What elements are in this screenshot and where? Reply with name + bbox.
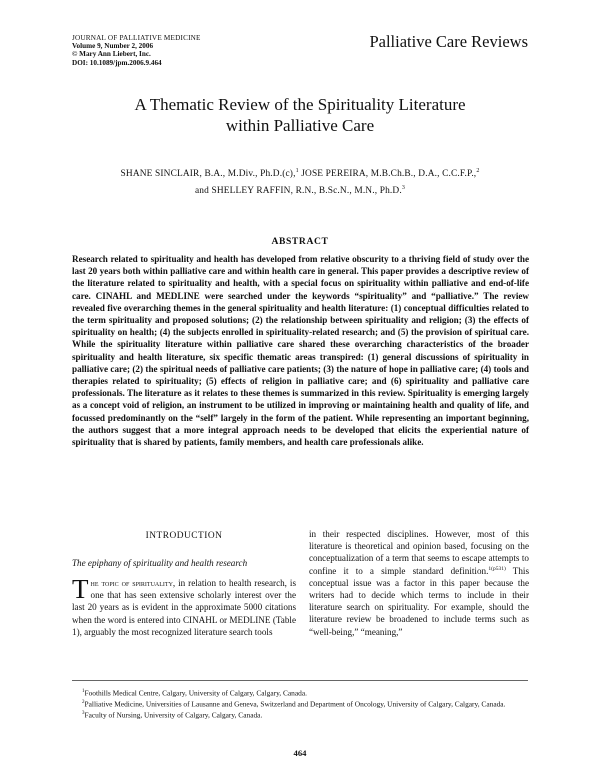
intro-left-text: , in relation to health research, is one that has seen extensive scholarly interest over the last 20 years as is evident in the approximate 5000 citations when the word is entered into CINAHL or MEDLINE (Table 1), arguably the most recognized literature search tools <box>72 578 296 637</box>
drop-cap: T <box>72 574 89 604</box>
journal-doi: DOI: 10.1089/jpm.2006.9.464 <box>72 58 162 67</box>
footnote-3 <box>72 709 529 720</box>
paper-title-line-2: within Palliative Care <box>225 116 375 135</box>
journal-volume: Volume 9, Number 2, 2006 <box>72 42 154 51</box>
affiliation-footnotes <box>72 687 529 720</box>
author-raffin: and SHELLEY RAFFIN, R.N., B.Sc.N., M.N., Ph.D. <box>195 185 402 196</box>
intro-paragraph-left <box>72 574 296 638</box>
footnote-2-marker: 2 <box>82 700 85 706</box>
abstract-heading: ABSTRACT <box>271 236 329 247</box>
journal-copyright: © Mary Ann Liebert, Inc. <box>72 50 151 59</box>
footnote-divider <box>72 680 528 681</box>
journal-name: JOURNAL OF PALLIATIVE MEDICINE <box>72 34 201 42</box>
paper-title-line-1: A Thematic Review of the Spirituality Literature <box>134 95 466 114</box>
author-line-1 <box>72 165 528 182</box>
author-line-2 <box>72 182 528 199</box>
intro-smallcaps-lead: he topic of spirituality <box>90 578 173 588</box>
introduction-subheading: The epiphany of spirituality and health research <box>72 558 248 568</box>
author-list <box>72 165 528 198</box>
journal-header <box>72 34 201 67</box>
abstract-text: Research related to spirituality and health has developed from relative obscurity to a thriving field of study over the last 20 years both within palliative care and within health care in general. This paper provides a descriptive review of the literature related to spirituality and health, with a special focus on spirituality within palliative and end-of-life care. CINAHL and MEDLINE were searched under the keywords “spirituality” and “palliative.” The review revealed five overarching themes in the general spirituality and health literature: (1) conceptual difficulties related to the term spirituality and proposed solutions; (2) the relationship between spirituality and religion; (3) the effects of spirituality on health; (4) the subjects enrolled in spirituality-related research; and (5) the provision of spiritual care. While the spirituality literature within palliative care shared these overarching characteristics of the broader spirituality and health literature, six specific thematic areas transpired: (1) general discussions of spirituality in palliative care; (2) the spiritual needs of palliative care patients; (3) the nature of hope in palliative care; (4) tools and therapies related to spirituality; (5) effects of religion in palliative care; and (6) spirituality and palliative care professionals. The literature as it relates to these themes is summarized in this review. Spirituality is emerging largely as a concept void of religion, an instrument to be utilized in improving or maintaining health and quality of life, and focussed predominantly on the “self” largely in the form of the patient. While representing an important beginning, the authors suggest that a more integral approach needs to be developed that elicits the experiential nature of spirituality that is shared by patients, family members, and health care professionals alike. <box>72 254 529 448</box>
footnote-3-marker: 3 <box>82 711 85 717</box>
author-pereira-affil: 2 <box>476 168 480 174</box>
introduction-heading: INTRODUCTION <box>145 531 223 541</box>
footnote-2-text: Palliative Medicine, Universities of Lausanne and Geneva, Switzerland and Department of Oncology, University of Calgary, Calgary, Canada. <box>84 699 506 709</box>
author-pereira: JOSE PEREIRA, M.B.Ch.B., D.A., C.C.F.P., <box>298 169 477 180</box>
author-sinclair: SHANE SINCLAIR, B.A., M.Div., Ph.D.(c), <box>120 169 296 180</box>
footnote-1 <box>72 687 529 698</box>
intro-paragraph-right <box>309 528 529 638</box>
section-title: Palliative Care Reviews <box>369 32 528 51</box>
footnote-3-text: Faculty of Nursing, University of Calgary, Calgary, Canada. <box>84 710 263 720</box>
intro-right-text-1: in their respected disciplines. However, most of this literature is theoretical and opinion based, focusing on the conceptualization of a term that seems to escape attempts to confine it to a simple standard definition. <box>309 529 529 576</box>
citation-ref: 1(p531) <box>488 565 506 572</box>
author-sinclair-affil: 1 <box>295 168 299 174</box>
footnote-2 <box>72 698 529 709</box>
intro-right-text-2: This conceptual issue was a factor in this paper because the writers had to decide which terms to include in their literature search on spirituality. For example, should the literature review be broadened to include terms such as “well-being,” “meaning,” <box>309 565 530 637</box>
page-number: 464 <box>293 748 307 758</box>
author-raffin-affil: 3 <box>401 184 405 191</box>
footnote-1-text: Foothills Medical Centre, Calgary, University of Calgary, Calgary, Canada. <box>84 688 307 698</box>
footnote-1-marker: 1 <box>82 689 85 694</box>
paper-title <box>72 94 528 136</box>
